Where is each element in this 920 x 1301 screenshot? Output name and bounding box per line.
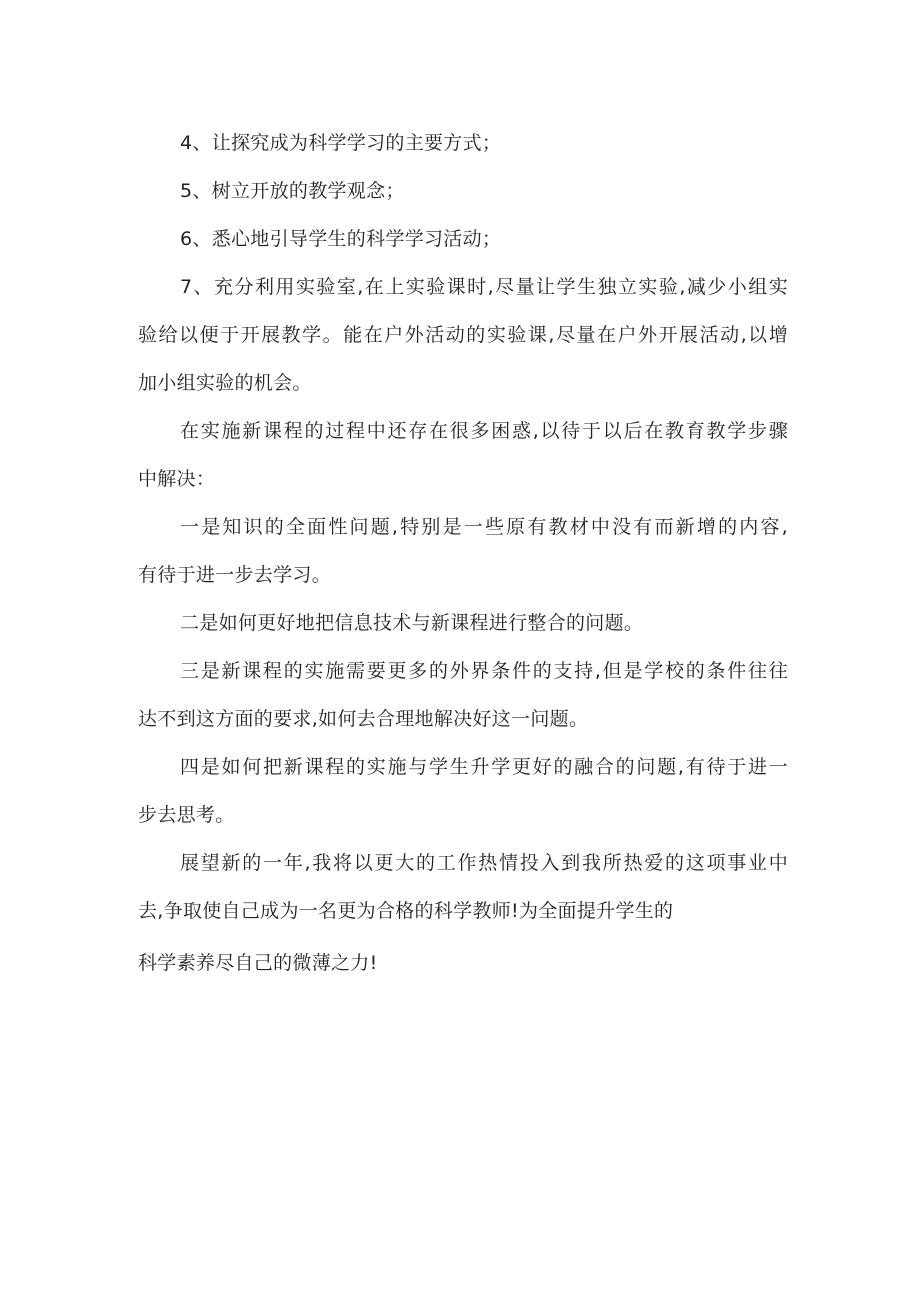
point-one-line-1: 一是知识的全面性问题,特别是一些原有教材中没有而新增的内容, <box>180 516 788 538</box>
point-four-line-1: 四是如何把新课程的实施与学生升学更好的融合的问题,有待于进一 <box>180 756 788 778</box>
point-four-line-2: 步去思考。 <box>138 804 235 826</box>
list-item-4: 4、让探究成为科学学习的主要方式； <box>180 132 502 154</box>
list-item-7-line-3: 加小组实验的机会。 <box>138 372 312 394</box>
paragraph-intro-line-2: 中解决： <box>138 468 216 490</box>
list-item-5: 5、树立开放的教学观念； <box>180 180 405 202</box>
paragraph-intro-line-1: 在实施新课程的过程中还存在很多困惑,以待于以后在教育教学步骤 <box>180 420 788 442</box>
point-two: 二是如何更好地把信息技术与新课程进行整合的问题。 <box>180 612 644 634</box>
list-item-7-line-2: 验给以便于开展教学。能在户外活动的实验课,尽量在户外开展活动,以增 <box>138 324 788 346</box>
list-item-6: 6、悉心地引导学生的科学学习活动； <box>180 228 502 250</box>
closing-line-3: 科学素养尽自己的微薄之力! <box>138 952 378 974</box>
list-item-7-line-1: 7、充分利用实验室,在上实验课时,尽量让学生独立实验,减少小组实 <box>180 276 788 298</box>
point-one-line-2: 有待于进一步去学习。 <box>138 564 332 586</box>
point-three-line-1: 三是新课程的实施需要更多的外界条件的支持,但是学校的条件往往 <box>180 660 788 682</box>
closing-line-1: 展望新的一年,我将以更大的工作热情投入到我所热爱的这项事业中 <box>180 852 788 874</box>
closing-line-2: 去,争取使自己成为一名更为合格的科学教师!为全面提升学生的 <box>138 900 674 922</box>
point-three-line-2: 达不到这方面的要求,如何去合理地解决好这一问题。 <box>138 708 589 730</box>
